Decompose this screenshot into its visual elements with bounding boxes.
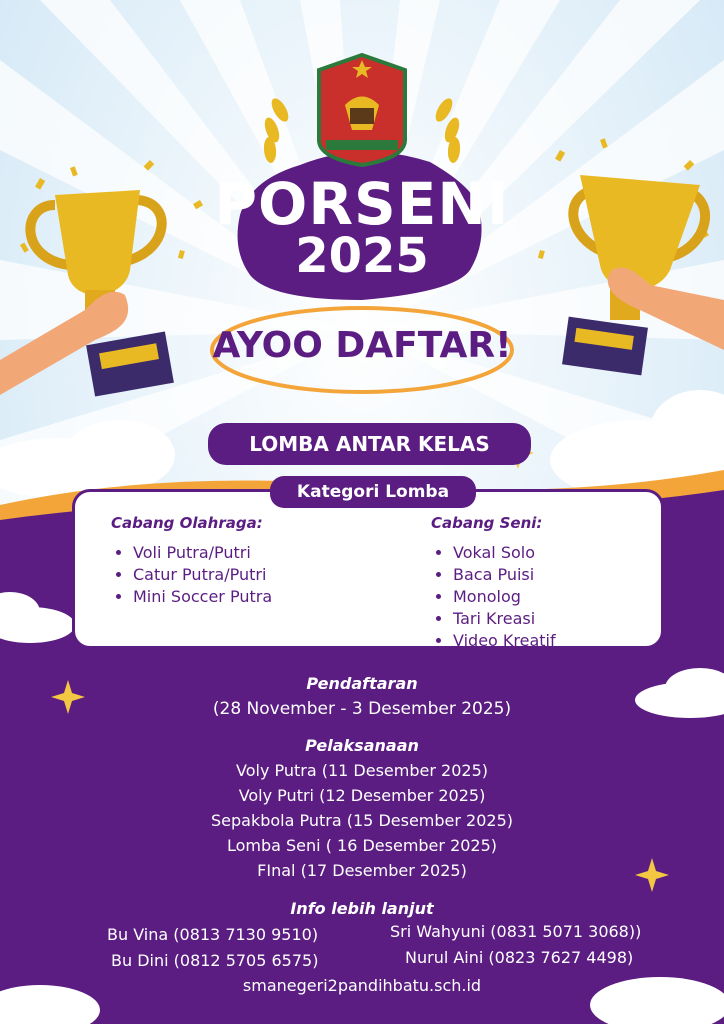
sport-heading: Cabang Olahraga: [111, 514, 263, 532]
list-item: • Video Kreatif [453, 630, 556, 652]
schedule-item: Voly Putri (12 Desember 2025) [238, 786, 486, 805]
list-item: • Monolog [453, 586, 556, 608]
call-to-action-text: AYOO DAFTAR! [212, 325, 512, 366]
art-list [435, 542, 556, 652]
schedule-heading: Pelaksanaan [305, 736, 419, 755]
list-item: • Tari Kreasi [453, 608, 556, 630]
art-heading: Cabang Seni: [431, 514, 543, 532]
contact-right-1: Sri Wahyuni (0831 5071 3068)) [390, 922, 642, 941]
contact-left-2: Bu Dini (0812 5705 6575) [111, 951, 319, 970]
categories-title: Kategori Lomba [270, 476, 476, 508]
sport-list [115, 542, 272, 608]
schedule-item: Voly Putra (11 Desember 2025) [236, 761, 488, 780]
school-crest [319, 55, 405, 165]
contacts-heading: Info lebih lanjut [290, 899, 434, 918]
registration-dates: (28 November - 3 Desember 2025) [212, 699, 512, 719]
contact-right-2: Nurul Aini (0823 7627 4498) [405, 948, 634, 967]
categories-card [72, 489, 664, 649]
website-text: smanegeri2pandihbatu.sch.id [242, 976, 482, 995]
poster-title-line2: 2025 [295, 228, 429, 284]
subtitle-pill: LOMBA ANTAR KELAS [208, 423, 531, 465]
registration-heading: Pendaftaran [306, 674, 418, 693]
contact-left-1: Bu Vina (0813 7130 9510) [107, 925, 319, 944]
poster-title-line1: PORSENI [214, 170, 510, 238]
list-item: • Baca Puisi [453, 564, 556, 586]
schedule-item: FInal (17 Desember 2025) [257, 861, 467, 880]
schedule-item: Sepakbola Putra (15 Desember 2025) [211, 811, 513, 830]
list-item: • Vokal Solo [453, 542, 556, 564]
schedule-item: Lomba Seni ( 16 Desember 2025) [226, 836, 498, 855]
list-item: • Mini Soccer Putra [133, 586, 272, 608]
list-item: • Catur Putra/Putri [133, 564, 272, 586]
list-item: • Voli Putra/Putri [133, 542, 272, 564]
